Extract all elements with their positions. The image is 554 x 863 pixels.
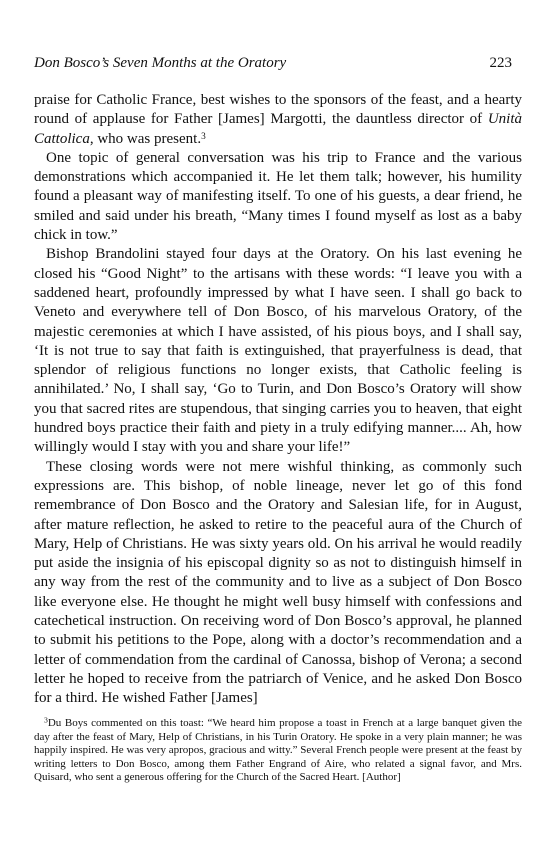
paragraph-2: One topic of general conversation was his trip to France and the various demonstrations which accompanied it. He let them talk; however, his humility found a pleasant way of manifesting itself. To one of his guests, a dear friend, he smiled and said under his breath, “Many times I found myself as lost as a baby chick in tow.” — [34, 149, 522, 244]
paragraph-1-text-a: praise for Catholic France, best wishes to the sponsors of the feast, and a hearty round of applause for Father [James] Margotti, the dauntless director of — [34, 92, 522, 128]
body-text — [34, 91, 522, 709]
running-head-title: Don Bosco’s Seven Months at the Oratory — [34, 55, 287, 71]
footnote — [34, 717, 522, 785]
paragraph-3: Bishop Brandolini stayed four days at the Oratory. On his last evening he closed his “Good Night” to the artisans with these words: “I leave you with a saddened heart, profoundly impressed by what I have seen. I shall go back to Veneto and everywhere tell of Don Bosco, of his marvelous Oratory, of the majestic ceremonies at which I have assisted, of his pious boys, and I shall say, ‘It is not true to say that faith is extinguished, that prayerfulness is dead, that splendor of religious functions no longer exists, that Catholic feeling is annihilated.’ No, I shall say, ‘Go to Turin, and Don Bosco’s Oratory will show you that sacred rites are stupendous, that singing carries you to heaven, that eight hundred boys practice their faith and piety in a truly edifying manner.... Ah, how willingly would I stay with you and share your life!” — [34, 246, 522, 456]
paragraph-1-text-b: , who was present. — [89, 130, 202, 147]
paragraph-4: These closing words were not mere wishful thinking, as commonly such expressions are. This bishop, of noble lineage, never let go of this fond remembrance of Don Bosco and the Oratory and Salesian life, for in August, after mature reflection, he asked to retire to the peaceful aura of the Church of Mary, Help of Christians. He was sixty years old. On his arrival he would readily put aside the insignia of his episcopal dignity so as not to distinguish himself in any way from the rest of the community and to live as a subject of Don Bosco like everyone else. He thought he might well busy himself with confessions and catechetical instruction. On receiving word of Don Bosco’s approval, he planned to submit his petitions to the Pope, along with a doctor’s recommendation and a letter of commendation from the cardinal of Canossa, bishop of Verona; a second letter he hoped to receive from the patriarch of Venice, and he asked Don Bosco for a third. He wished Father [James] — [34, 458, 522, 707]
footnote-reference: 3 — [201, 131, 206, 142]
paragraph-1 — [34, 91, 522, 149]
newspaper-title: Unità Cattolica — [34, 111, 522, 147]
running-head — [34, 54, 522, 72]
footnote-marker: 3 — [44, 715, 48, 725]
footnote-text: Du Boys commented on this toast: “We heard him propose a toast in French at a large banquet given the day after the feast of Mary, Help of Christians, in his Turin Oratory. He spoke in a very plain manner; he was happily inspired. He was very apropos, gracious and witty.” Several French people were present at the feast by writing letters to Don Bosco, among them Father Engrand of Aire, who related a signal favor, and Mrs. Quisard, who sent a generous offering for the Church of the Sacred Heart. [Author] — [34, 717, 522, 784]
page-number: 223 — [489, 55, 512, 71]
